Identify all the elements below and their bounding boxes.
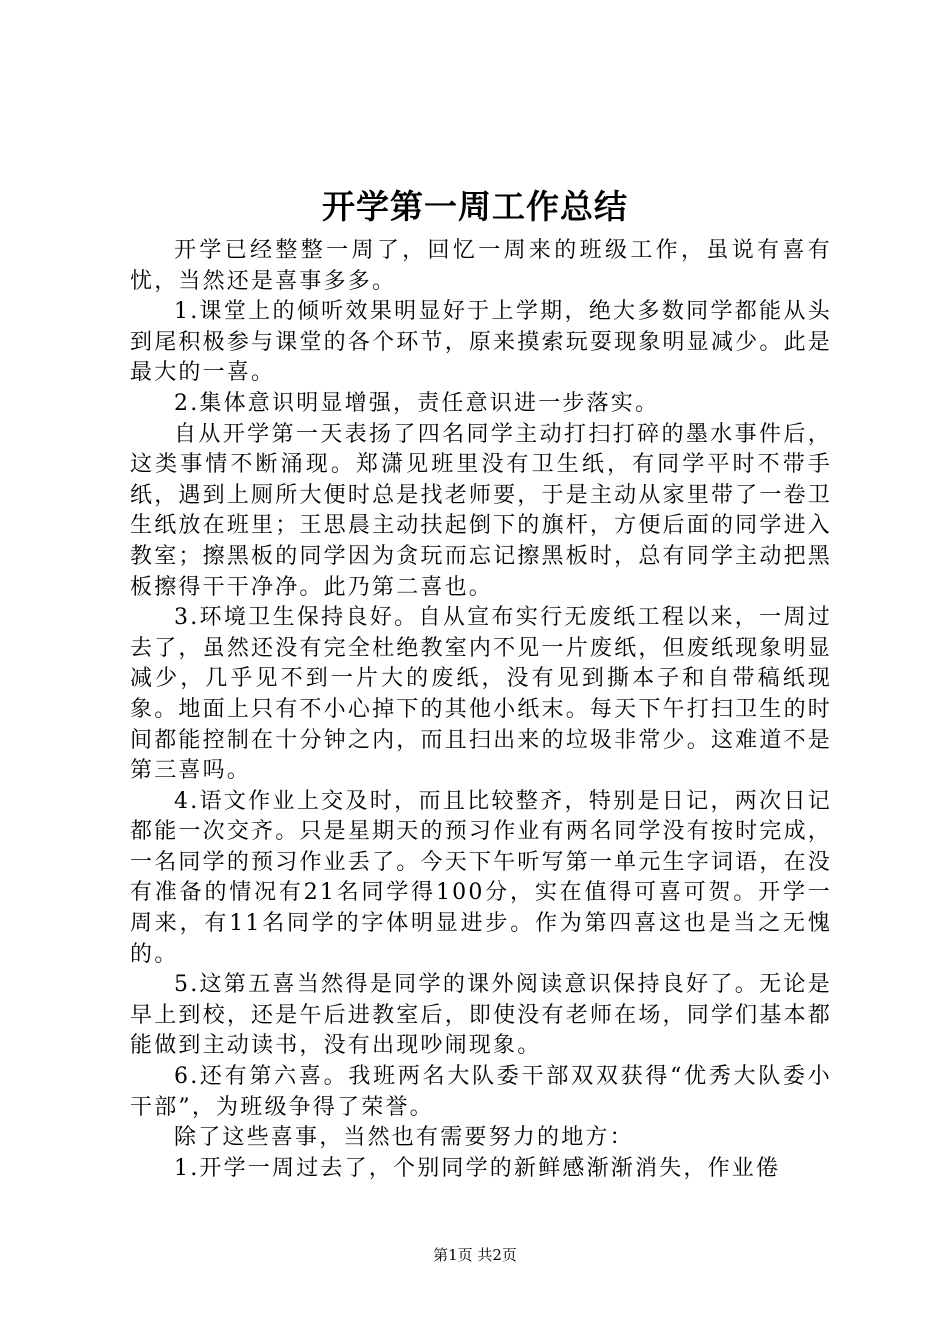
paragraph-improvement-1: 1.开学一周过去了，个别同学的新鲜感渐渐消失，作业倦 bbox=[174, 1155, 781, 1181]
paragraph-intro: 开学已经整整一周了，回忆一周来的班级工作，虽说有喜有忧，当然还是喜事多多。 bbox=[130, 238, 832, 294]
paragraph-item-1: 1.课堂上的倾听效果明显好于上学期，绝大多数同学都能从头到尾积极参与课堂的各个环节，原来摸索玩耍现象明显减少。此是最大的一喜。 bbox=[130, 299, 832, 386]
document-body bbox=[130, 236, 832, 1184]
paragraph-item-3: 3.环境卫生保持良好。自从宣布实行无废纸工程以来，一周过去了，虽然还没有完全杜绝教室内不见一片废纸，但废纸现象明显减少，几乎见不到一片大的废纸，没有见到撕本子和自带稿纸现象。地面上只有不小心掉下的其他小纸末。每天下午打扫卫生的时间都能控制在十分钟之内，而且扫出来的垃圾非常少。这难道不是第三喜吗。 bbox=[130, 605, 832, 784]
paragraph-improvements-intro: 除了这些喜事，当然也有需要努力的地方： bbox=[174, 1125, 634, 1151]
page-footer: 第1页 共2页 bbox=[433, 1246, 517, 1264]
paragraph-item-2: 2.集体意识明显增强，责任意识进一步落实。 bbox=[174, 390, 660, 416]
document-title: 开学第一周工作总结 bbox=[322, 187, 628, 226]
paragraph-item-4: 4.语文作业上交及时，而且比较整齐，特别是日记，两次日记都能一次交齐。只是星期天的预习作业有两名同学没有按时完成，一名同学的预习作业丢了。今天下午听写第一单元生字词语，在没有准备的情况有21名同学得100分，实在值得可喜可贺。开学一周来，有11名同学的字体明显进步。作为第四喜这也是当之无愧的。 bbox=[130, 788, 832, 967]
paragraph-item-2-detail: 自从开学第一天表扬了四名同学主动打扫打碎的墨水事件后，这类事情不断涌现。郑潇见班里没有卫生纸，有同学平时不带手纸，遇到上厕所大便时总是找老师要，于是主动从家里带了一卷卫生纸放在班里；王思晨主动扶起倒下的旗杆，方便后面的同学进入教室；擦黑板的同学因为贪玩而忘记擦黑板时，总有同学主动把黑板擦得干干净净。此乃第二喜也。 bbox=[130, 421, 832, 600]
paragraph-item-5: 5.这第五喜当然得是同学的课外阅读意识保持良好了。无论是早上到校，还是午后进教室后，即使没有老师在场，同学们基本都能做到主动读书，没有出现吵闹现象。 bbox=[130, 972, 832, 1059]
paragraph-item-6: 6.还有第六喜。我班两名大队委干部双双获得“优秀大队委小干部”，为班级争得了荣誉。 bbox=[130, 1064, 832, 1120]
